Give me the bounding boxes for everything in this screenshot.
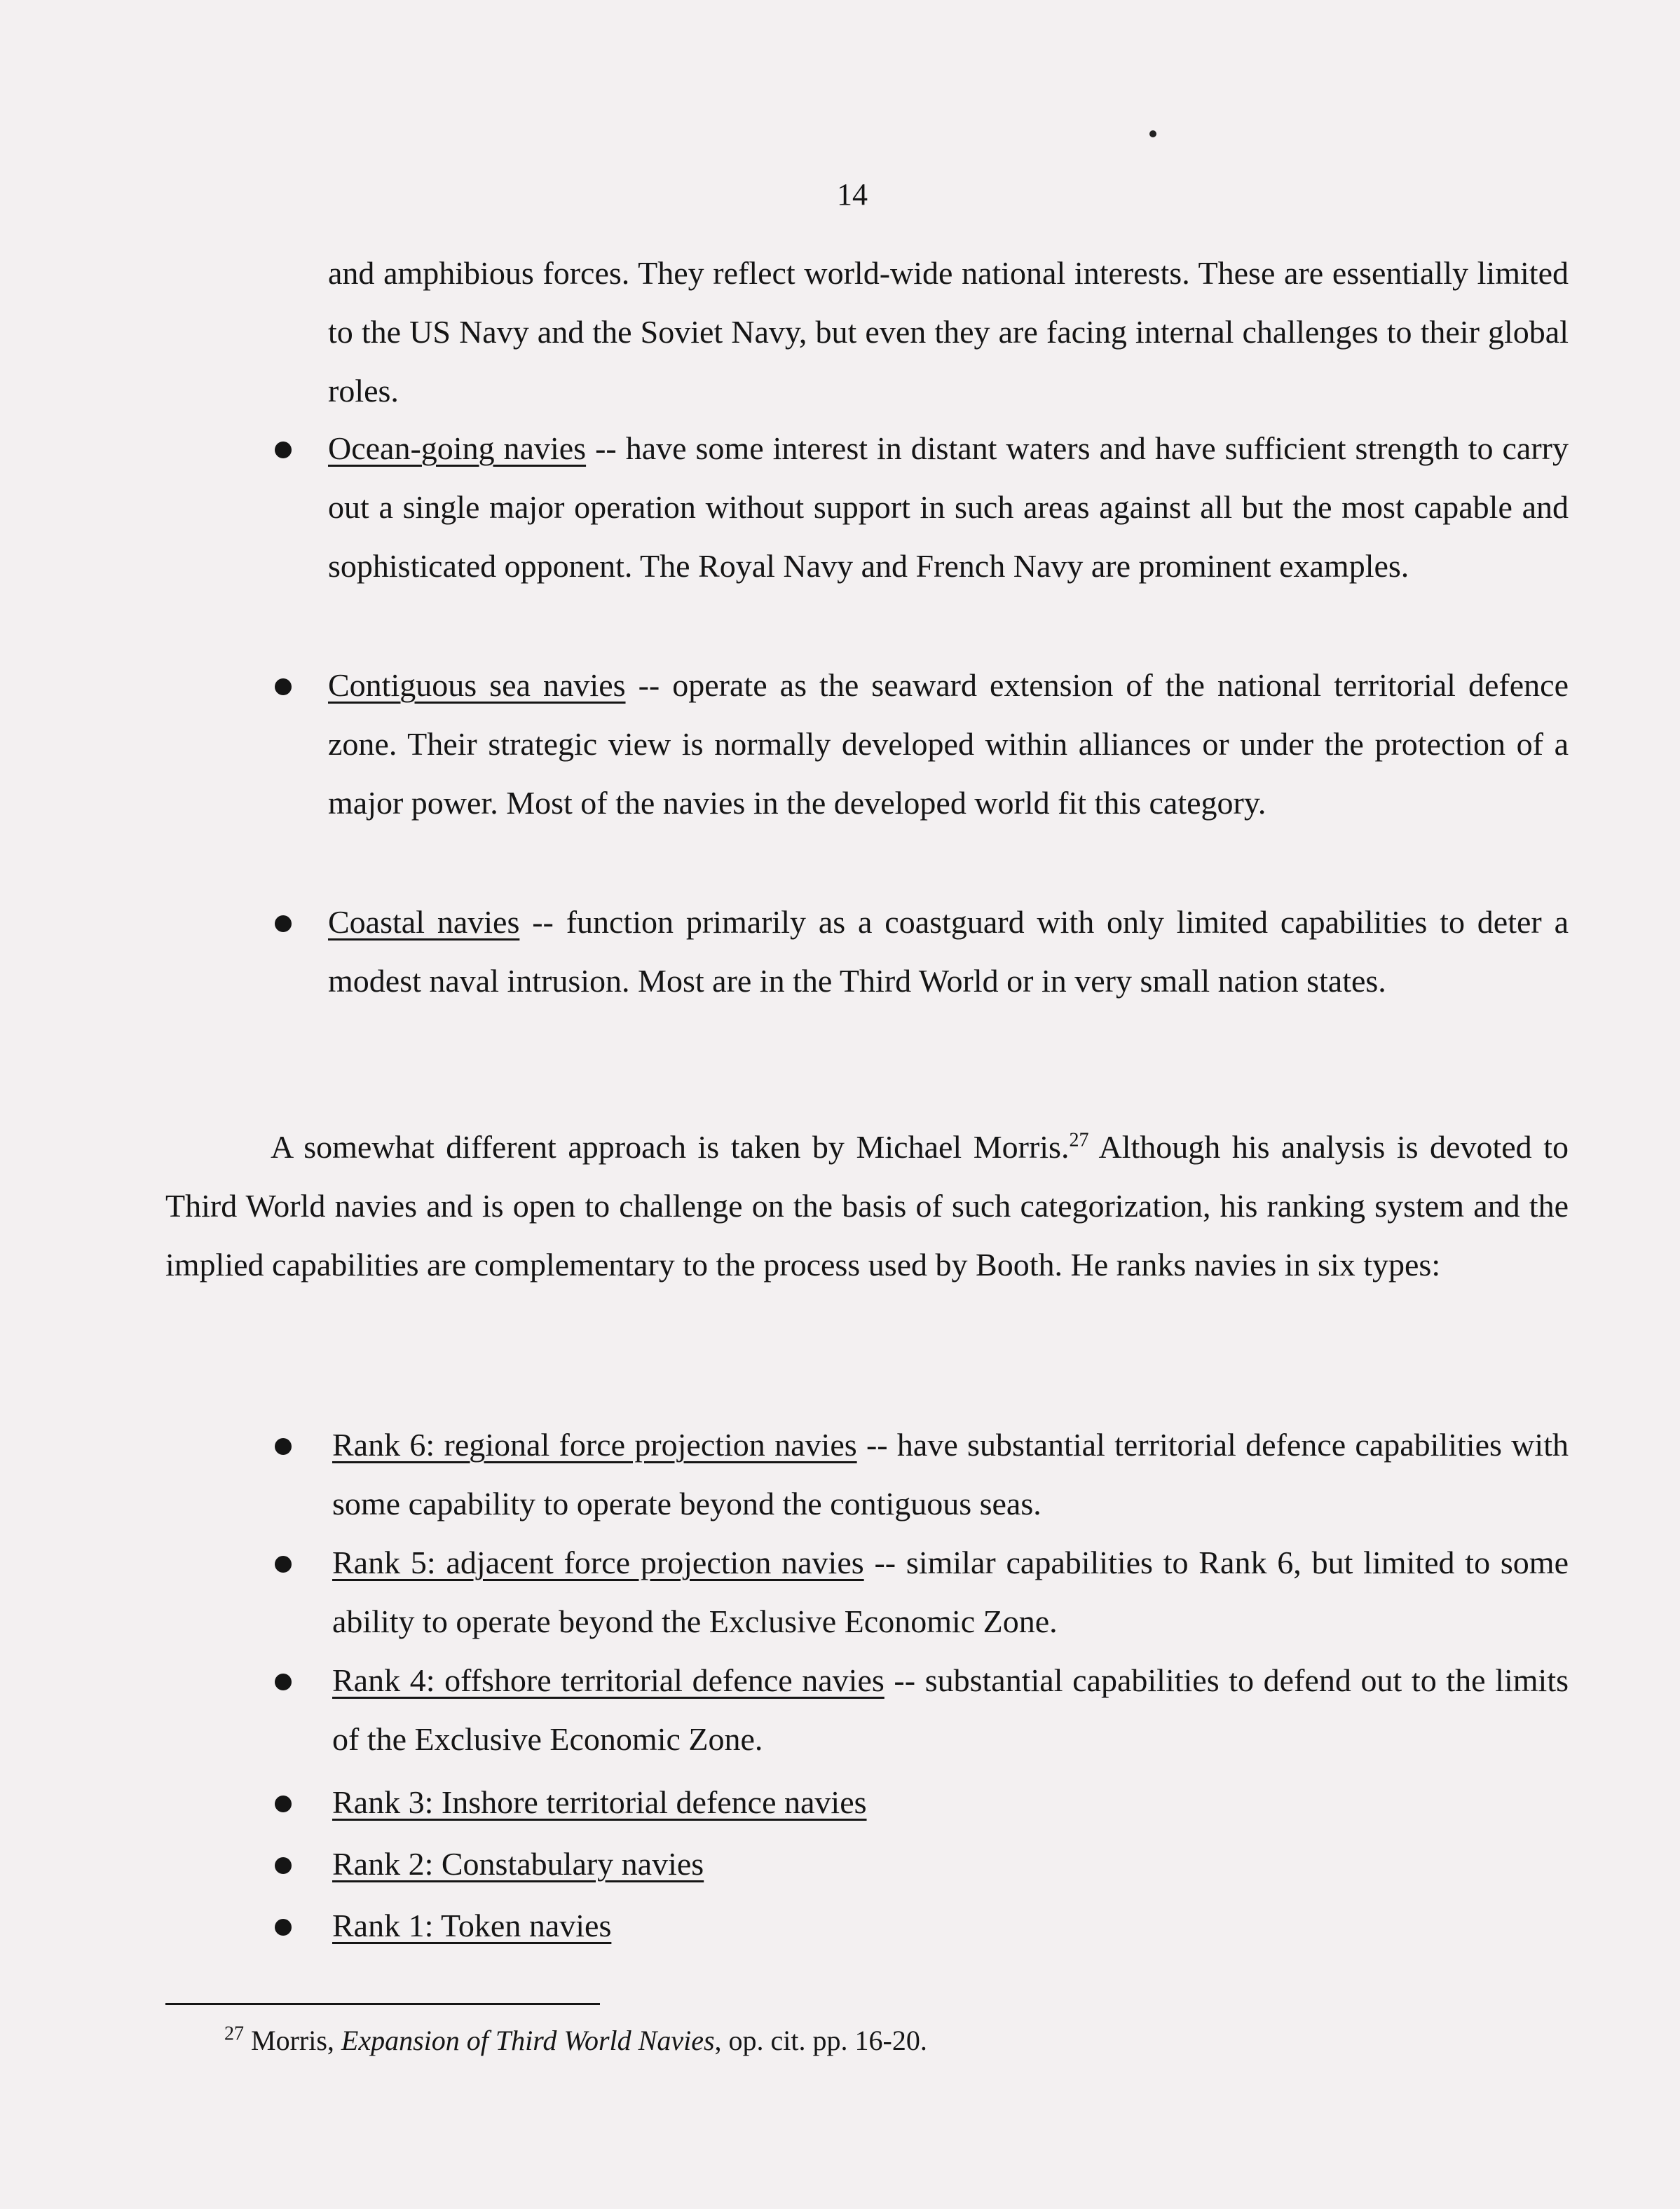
list-item-term: Ocean-going navies <box>328 430 587 466</box>
list-item-term: Rank 5: adjacent force projection navies <box>332 1545 864 1580</box>
list-item-term: Rank 3: Inshore territorial defence navies <box>332 1784 867 1820</box>
list-item-term: Contiguous sea navies <box>328 667 626 703</box>
list-item <box>332 1416 1569 1533</box>
list-item-term: Rank 2: Constabulary navies <box>332 1846 704 1882</box>
list-item-term: Coastal navies <box>328 904 520 940</box>
morris-paragraph <box>165 1118 1569 1294</box>
paragraph-text: Although his analysis is devoted to Third World navies and is open to challenge on the basis of such categorization, his ranking system and the implied capabilities are complementary to the process used by Booth. He ranks navies in six types: <box>165 1129 1569 1283</box>
page-number: 14 <box>837 177 868 212</box>
footnote-citation: , op. cit. pp. 16-20. <box>714 2025 927 2056</box>
list-item <box>332 1773 1569 1832</box>
footnote-reference: 27 <box>1069 1129 1089 1151</box>
footnote-divider <box>165 2003 600 2005</box>
list-item <box>332 1533 1569 1651</box>
footnote-author: Morris, <box>244 2025 341 2056</box>
list-item <box>332 1651 1569 1769</box>
list-item-text: -- operate as the seaward extension of the national territorial defence zone. Their strategic view is normally developed within alliances or under the protection of a major power. Most of the navies in the developed world fit this category. <box>328 667 1569 821</box>
list-item-text: -- substantial capabilities to defend out to the limits of the Exclusive Economic Zone. <box>332 1662 1569 1757</box>
stray-dot <box>1149 130 1156 137</box>
list-item-text: -- function primarily as a coastguard with only limited capabilities to deter a modest naval intrusion. Most are in the Third World or in very small nation states. <box>328 904 1569 999</box>
list-item-term: Rank 4: offshore territorial defence navies <box>332 1662 885 1698</box>
list-item <box>332 1835 1569 1894</box>
footnote <box>224 2020 927 2062</box>
list-item-text: -- have some interest in distant waters and have sufficient strength to carry out a single major operation without support in such areas against all but the most capable and sophisticated opponent. The Royal Navy and French Navy are prominent examples. <box>328 430 1569 584</box>
paragraph-text: A somewhat different approach is taken by Michael Morris. <box>271 1129 1070 1165</box>
list-item <box>332 1896 1569 1955</box>
list-item <box>328 656 1569 833</box>
list-item <box>328 893 1569 1011</box>
list-item-text: -- similar capabilities to Rank 6, but limited to some ability to operate beyond the Exclusive Economic Zone. <box>332 1545 1569 1639</box>
footnote-title: Expansion of Third World Navies <box>341 2025 715 2056</box>
list-item <box>328 419 1569 596</box>
list-item-term: Rank 6: regional force projection navies <box>332 1427 857 1463</box>
paragraph-continuation: and amphibious forces. They reflect world-wide national interests. These are essentially limited to the US Navy and the Soviet Navy, but even they are facing internal challenges to their global roles. <box>328 255 1569 409</box>
list-item-text: -- have substantial territorial defence capabilities with some capability to operate beyond the contiguous seas. <box>332 1427 1569 1521</box>
footnote-number: 27 <box>224 2023 244 2045</box>
list-item-term: Rank 1: Token navies <box>332 1908 612 1943</box>
